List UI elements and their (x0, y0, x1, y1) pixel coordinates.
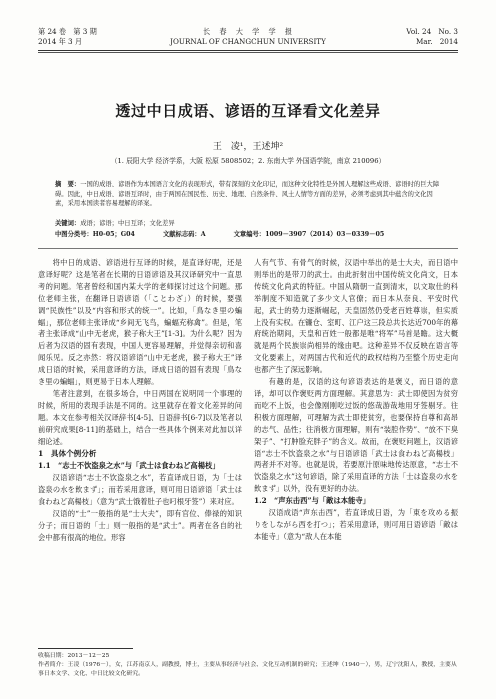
body-column-left (38, 257, 242, 543)
author-bio: 作者简介：王凌（1976－），女，江苏南京人，副教授，博士，主要从事经济与社会、文化互动机制的研究；王述坤（1940－），男，辽宁沈阳人，教授，主要从事日本文学、文化、中日比较文化研究。 (38, 661, 457, 677)
journal-name-cn: 长 春 大 学 学 报 (202, 27, 294, 36)
body-paragraph: 有趣的是，汉语的这句谚语表达的是褒义，而日语的意译，却可以作褒贬两方面理解。其意思为：武士即使因为贫穷而吃不上饭，也会像刚刚吃过饭的悠哉游哉地用牙签剔牙。往积极方面理解，可理解为武士即使贫穷，也要保持自尊和高昂的志气、品性；往消极方面理解，则有“装腔作势”、“放不下臭架子”、“打肿脸充胖子”的含义。故而，在褒贬问题上，汉语谚语“志士不饮盗泉之水”与日语谚语「武士は食わねど高楊枝」两者并不对等。也就是说，若要原汁原味地传达原意，“志士不饮盗泉之水”这句谚语，除了采用直译的方法「士は盗泉の水を飲まず」以外，没有更好的办法。 (254, 377, 458, 494)
clc-number: 中图分类号：H0-05；G04 (55, 231, 135, 238)
body-paragraph: 人有气节、有骨气的时候，汉语中举出的是士大夫，而日语中则举出的是带刀的武士。由此折射出中国传统文化尚文，日本传统文化尚武的特征。中国从隋朝一直到清末，以文取仕的科举制度不知造就了多少文人官僚；而日本从奈良、平安时代起，武士的势力逐渐崛起，天皇固然仍受老百姓尊崇，但实质上没有实权。在镰仓、室町、江户这三段总共长达近700年的幕府统治期间，天皇和百姓一般都是唯“将军”马首是瞻。这大概就是两个民族崇尚相异的缘由吧。这种差异不仅反映在语言等文化要素上，对两国古代和近代的政权结构乃至整个历史走向也都产生了深远影响。 (254, 258, 458, 375)
article-number: 文章编号：1009－3907（2014）03－0339－05 (233, 231, 385, 238)
article-authors: 王 凌¹，王述坤² (212, 142, 284, 152)
author-affiliation: （1. 辰阳大学 经济学系，大阪 松原 5808502；2. 东南大学 外国语学院，南京 210096） (110, 157, 386, 165)
keywords-text: 成语；谚语；中日互译；文化差异 (80, 220, 175, 227)
running-header (38, 27, 458, 49)
journal-name-en: JOURNAL OF CHANGCHUN UNIVERSITY (170, 36, 326, 46)
abstract (55, 180, 441, 209)
subsection-heading: 1.1 “志士不饮盗泉之水”与「武士は食わねど高楊枝」 (38, 461, 220, 470)
body-paragraph: 将中日的成语、谚语进行互译的时候，是直译好呢，还是意译好呢？这是笔者在长期的日语谚语及其汉译研究中一直思考的问题。笔者曾经和国内某大学的老师探讨过这个问题。那位老师主张，在翻译日语谚语（「ことわざ」）的时候，要强调“民族性”以及“内容和形式的统一”。比如，「鳥なき里の蝙蝠」，那位老师主张译成“乡间无飞鸟，蝙蝠充称禽”。但是，笔者主张译成“山中无老虎，猴子称大王”[1-3]。为什么呢？因为后者为汉语的固有表现，中国人更容易理解，并觉得亲切和喜闻乐见。反之亦然：将汉语谚语“山中无老虎，猴子称大王”译成日语的时候，采用意译的方法，译成日语的固有表现「鳥なき里の蝙蝠」，则更易于日本人理解。 (38, 258, 242, 387)
article-title: 透过中日成语、谚语的互译看文化差异 (115, 102, 381, 120)
header-journal (38, 27, 458, 46)
abstract-rule (38, 248, 458, 249)
body-paragraph: 汉语谚语“志士不饮盗泉之水”，若直译成日语，为「士は盗泉の水を飲まず」；而若采用意译，则可用日语谚语「武士は食わねど高楊枝」（意为“武士饿着肚子也叼根牙签”）来对应。 (38, 473, 242, 506)
document-code: 文献标志码：A (162, 231, 206, 238)
body-paragraph: 汉语的“士”一般指的是“士大夫”，即有官位、俸禄的知识分子；而日语的「士」则一般指的是“武士”。两者在各自的社会中都有很高的地位。形容 (38, 508, 242, 542)
abstract-label: 摘 要： (55, 181, 81, 188)
body-paragraph: 笔者注意到，在很多场合，中日两国在说明同一个事理的时候，所用的表现手法是不同的。这里就存在着文化差异的问题。本文在参考相关汉译辞书[4-5]、日语辞书[6-7]以及笔者以前研究成果[8-11]的基础上，结合一些具体个例来对此加以详细论述。 (38, 388, 242, 446)
header-volume-en: Vol. 24 No. 3 (406, 27, 458, 36)
keywords (55, 219, 441, 229)
header-date-en: Mar. 2014 (415, 36, 458, 46)
body-column-right (254, 257, 458, 543)
header-date-cn: 2014 年 3 月 (38, 36, 83, 46)
classification-line (55, 230, 441, 240)
subsection-heading: 1.2 “声东击西”与「敵は本能寺」 (254, 496, 370, 506)
header-rule-thin (38, 52, 458, 53)
abstract-text: 一国的成语、谚语作为本国语言文化的表现形式，带有深刻的文化印记，而这种文化特性是外国人理解这些成语、谚语时的巨大障碍。因此，中日成语、谚语互译时，由于两国在国民性、历史、地理、自然条件、风土人情等方面的差异，必须考虑到其中蕴含的文化因素，采用本国读者容易理解的译案。 (55, 181, 440, 208)
header-volume-issue: 第 24 卷 第 3 期 (38, 27, 97, 36)
body-paragraph: 汉语成语“声东击西”，若直译成日语，为「東を攻める振りをしながら西を打つ」；若采用意译，则可用日语谚语「敵は本能寺」（意为“敌人在本能 (254, 508, 458, 541)
received-date: 收稿日期：2013－12－25 (38, 653, 110, 659)
keywords-label: 关键词： (55, 220, 81, 227)
footnote-rule (38, 648, 133, 649)
section-heading: 1 具体个例分析 (38, 448, 97, 458)
header-vol-en (406, 27, 458, 46)
header-rule (38, 50, 458, 51)
footnote (38, 652, 458, 678)
